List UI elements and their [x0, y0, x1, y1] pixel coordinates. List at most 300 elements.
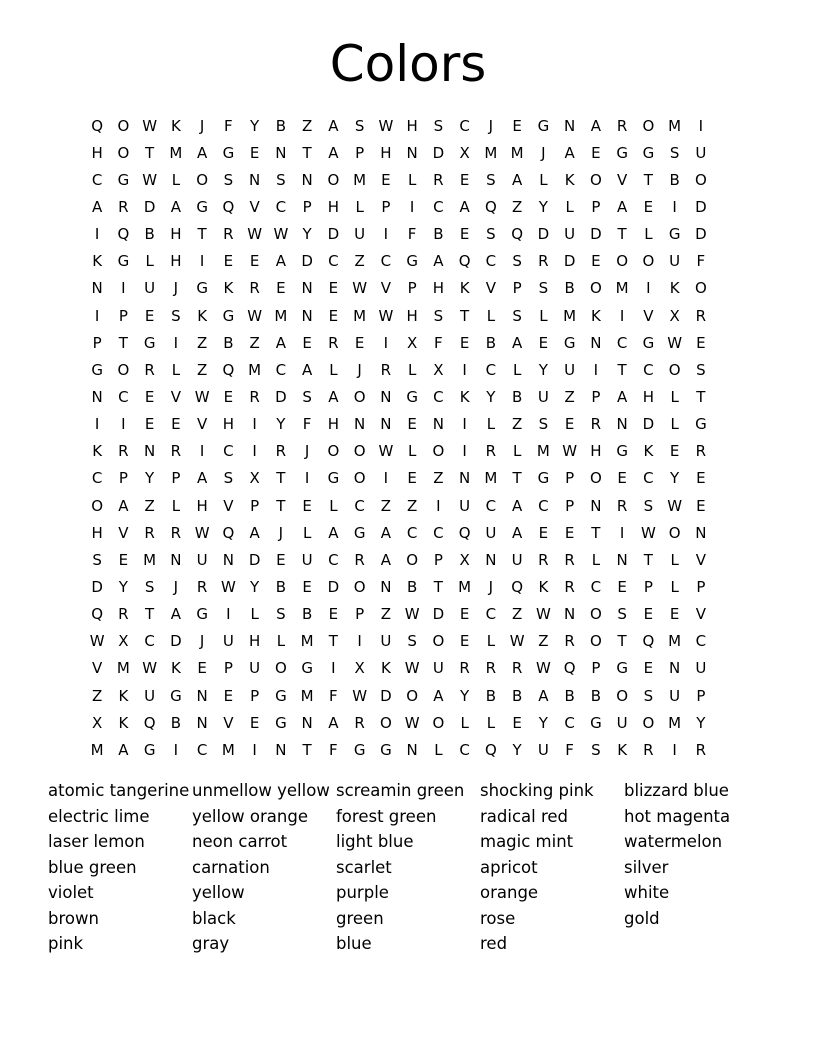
- grid-letter: W: [142, 116, 158, 135]
- grid-letter: B: [485, 686, 497, 705]
- grid-letter: G: [222, 306, 235, 325]
- grid-letter: B: [433, 225, 444, 244]
- grid-letter: L: [670, 550, 679, 569]
- grid-letter: J: [199, 632, 205, 651]
- grid-letter: A: [564, 143, 575, 162]
- grid-letter: Z: [406, 496, 418, 515]
- grid-letter: Q: [91, 605, 104, 624]
- grid-letter: T: [643, 550, 653, 569]
- grid-letter: O: [91, 496, 104, 515]
- grid-letter: Z: [538, 632, 549, 651]
- grid-letter: Y: [145, 469, 155, 488]
- grid-letter: L: [302, 523, 312, 542]
- grid-letter: O: [616, 252, 629, 271]
- grid-letter: M: [300, 632, 314, 651]
- grid-letter: A: [170, 197, 181, 216]
- grid-letter: S: [276, 605, 286, 624]
- grid-letter: E: [144, 387, 155, 406]
- grid-letter: D: [380, 686, 392, 705]
- grid-letter: G: [170, 686, 182, 705]
- grid-letter: Z: [91, 686, 103, 705]
- grid-letter: O: [589, 279, 602, 298]
- grid-letter: P: [118, 306, 128, 325]
- grid-letter: R: [249, 387, 260, 406]
- grid-letter: A: [118, 496, 129, 515]
- grid-letter: N: [590, 333, 602, 352]
- grid-letter: A: [91, 197, 103, 216]
- grid-letter: H: [91, 143, 103, 162]
- grid-letter: F: [696, 252, 706, 271]
- grid-letter: S: [643, 496, 654, 515]
- grid-letter: K: [92, 442, 103, 461]
- grid-letter: L: [486, 713, 496, 732]
- grid-letter: O: [353, 442, 366, 461]
- grid-letter: S: [92, 550, 102, 569]
- grid-letter: N: [432, 415, 444, 434]
- grid-letter: P: [565, 469, 575, 488]
- grid-letter: G: [196, 197, 208, 216]
- grid-letter: O: [694, 279, 707, 298]
- grid-letter: S: [223, 469, 234, 488]
- grid-letter: O: [274, 659, 287, 678]
- grid-letter: L: [670, 387, 679, 406]
- grid-letter: C: [275, 360, 287, 379]
- grid-letter: P: [591, 387, 601, 406]
- grid-letter: N: [564, 605, 576, 624]
- grid-letter: D: [91, 577, 103, 596]
- grid-letter: E: [564, 523, 575, 542]
- grid-letter: X: [91, 713, 103, 732]
- grid-letter: W: [142, 170, 158, 189]
- grid-letter: Q: [91, 116, 104, 135]
- grid-letter: S: [407, 632, 417, 651]
- grid-letter: C: [433, 197, 444, 216]
- grid-letter: H: [327, 415, 340, 434]
- word-list-item: magic mint: [480, 832, 574, 851]
- grid-letter: A: [249, 523, 260, 542]
- grid-letter: M: [248, 360, 262, 379]
- grid-letter: Z: [564, 387, 575, 406]
- grid-letter: V: [223, 496, 234, 515]
- grid-letter: H: [248, 632, 261, 651]
- grid-letter: A: [328, 116, 339, 135]
- grid-letter: G: [143, 333, 156, 352]
- grid-letter: X: [406, 333, 418, 352]
- grid-letter: E: [276, 279, 286, 298]
- grid-letter: R: [564, 632, 575, 651]
- grid-letter: O: [668, 360, 681, 379]
- grid-letter: E: [617, 577, 627, 596]
- grid-letter: L: [644, 225, 653, 244]
- grid-letter: G: [590, 713, 602, 732]
- grid-letter: D: [248, 550, 261, 569]
- grid-letter: B: [144, 225, 155, 244]
- grid-letter: W: [273, 225, 289, 244]
- grid-letter: N: [91, 279, 103, 298]
- grid-letter: M: [668, 713, 682, 732]
- grid-letter: P: [696, 577, 706, 596]
- grid-letter: A: [459, 197, 470, 216]
- grid-letter: P: [643, 577, 653, 596]
- grid-letter: O: [406, 550, 419, 569]
- grid-letter: S: [223, 170, 234, 189]
- grid-letter: Y: [538, 197, 548, 216]
- grid-letter: N: [301, 279, 313, 298]
- grid-letter: P: [118, 469, 128, 488]
- grid-letter: E: [538, 523, 549, 542]
- grid-letter: T: [276, 469, 286, 488]
- grid-letter: O: [353, 387, 366, 406]
- grid-letter: K: [170, 659, 181, 678]
- grid-letter: U: [380, 632, 392, 651]
- grid-letter: C: [643, 360, 654, 379]
- grid-letter: F: [407, 225, 417, 244]
- grid-letter: E: [223, 252, 234, 271]
- grid-letter: M: [510, 143, 524, 162]
- grid-letter: O: [616, 686, 629, 705]
- grid-letter: S: [538, 415, 549, 434]
- grid-letter: L: [565, 197, 574, 216]
- grid-letter: O: [589, 605, 602, 624]
- grid-letter: P: [302, 197, 312, 216]
- grid-letter: E: [144, 306, 155, 325]
- grid-letter: I: [619, 306, 625, 325]
- word-list-item: blue green: [48, 857, 137, 877]
- grid-letter: T: [512, 469, 522, 488]
- grid-letter: E: [538, 333, 549, 352]
- grid-letter: G: [143, 740, 156, 759]
- grid-letter: E: [407, 415, 417, 434]
- grid-letter: V: [695, 550, 706, 569]
- grid-letter: T: [696, 387, 706, 406]
- word-list-item: orange: [480, 883, 539, 902]
- grid-letter: Y: [250, 116, 260, 135]
- word-list-item: carnation: [192, 857, 270, 877]
- grid-letter: A: [380, 523, 391, 542]
- grid-letter: K: [617, 740, 628, 759]
- grid-letter: V: [196, 415, 208, 434]
- grid-letter: W: [247, 225, 263, 244]
- grid-letter: G: [642, 143, 655, 162]
- grid-letter: E: [328, 605, 339, 624]
- grid-letter: C: [485, 360, 497, 379]
- grid-letter: K: [459, 387, 470, 406]
- grid-letter: P: [250, 686, 260, 705]
- grid-letter: L: [539, 306, 548, 325]
- grid-letter: R: [433, 170, 444, 189]
- grid-letter: N: [380, 415, 392, 434]
- word-list-item: shocking pink: [480, 781, 594, 800]
- grid-letter: U: [301, 550, 313, 569]
- grid-letter: R: [275, 442, 287, 461]
- grid-letter: F: [329, 686, 338, 705]
- grid-letter: I: [409, 197, 415, 216]
- grid-letter: S: [433, 306, 444, 325]
- grid-letter: I: [462, 442, 467, 461]
- grid-letter: H: [380, 143, 392, 162]
- grid-letter: A: [328, 523, 339, 542]
- grid-letter: N: [301, 306, 313, 325]
- grid-letter: E: [669, 605, 680, 624]
- grid-letter: I: [94, 415, 100, 434]
- grid-letter: M: [484, 143, 498, 162]
- grid-letter: M: [563, 306, 577, 325]
- grid-letter: T: [145, 605, 155, 624]
- grid-letter: P: [565, 496, 575, 515]
- grid-letter: E: [696, 333, 706, 352]
- word-list-item: hot magenta: [624, 806, 731, 826]
- grid-letter: A: [433, 252, 444, 271]
- grid-letter: Q: [458, 252, 471, 271]
- grid-letter: N: [616, 415, 628, 434]
- grid-letter: X: [249, 469, 260, 488]
- word-list-item: rose: [480, 908, 516, 928]
- grid-letter: U: [511, 550, 523, 569]
- grid-letter: S: [643, 686, 654, 705]
- grid-letter: C: [328, 550, 339, 569]
- grid-letter: O: [117, 116, 130, 135]
- grid-letter: E: [643, 605, 654, 624]
- grid-letter: U: [669, 686, 681, 705]
- grid-letter: U: [616, 713, 628, 732]
- grid-letter: B: [170, 713, 182, 732]
- grid-letter: R: [170, 442, 182, 461]
- grid-letter: Q: [563, 659, 576, 678]
- grid-letter: G: [380, 740, 392, 759]
- grid-letter: P: [696, 686, 706, 705]
- grid-letter: N: [144, 442, 156, 461]
- word-list-item: apricot: [480, 857, 538, 877]
- grid-letter: T: [197, 225, 207, 244]
- word-list-item: yellow: [192, 883, 245, 902]
- grid-letter: G: [616, 442, 628, 461]
- grid-letter: Q: [511, 225, 524, 244]
- grid-letter: C: [485, 252, 497, 271]
- grid-letter: D: [327, 577, 340, 596]
- grid-letter: B: [275, 116, 287, 135]
- grid-letter: X: [459, 143, 470, 162]
- grid-letter: N: [380, 387, 392, 406]
- grid-letter: E: [328, 279, 339, 298]
- grid-letter: L: [539, 170, 548, 189]
- word-list-item: white: [624, 883, 670, 902]
- grid-letter: P: [171, 469, 181, 488]
- grid-letter: B: [275, 577, 287, 596]
- grid-letter: O: [327, 170, 340, 189]
- grid-letter: Y: [302, 225, 312, 244]
- grid-letter: L: [407, 170, 417, 189]
- grid-letter: Q: [484, 740, 497, 759]
- grid-letter: E: [249, 143, 260, 162]
- grid-letter: O: [117, 360, 130, 379]
- grid-letter: I: [199, 442, 205, 461]
- grid-letter: I: [672, 197, 677, 216]
- grid-letter: P: [250, 496, 260, 515]
- grid-letter: E: [407, 469, 417, 488]
- grid-letter: A: [328, 143, 339, 162]
- grid-letter: E: [354, 333, 365, 352]
- grid-letter: L: [407, 360, 417, 379]
- grid-letter: A: [301, 360, 313, 379]
- grid-letter: T: [617, 632, 627, 651]
- grid-letter: L: [512, 442, 522, 461]
- grid-letter: E: [696, 469, 706, 488]
- grid-letter: T: [328, 632, 338, 651]
- grid-letter: I: [383, 333, 389, 352]
- grid-letter: L: [670, 415, 679, 434]
- grid-letter: G: [301, 659, 313, 678]
- grid-letter: N: [275, 740, 287, 759]
- grid-letter: R: [459, 659, 470, 678]
- grid-letter: A: [511, 523, 523, 542]
- grid-letter: Z: [196, 333, 208, 352]
- grid-letter: G: [117, 170, 130, 189]
- grid-letter: O: [406, 686, 419, 705]
- grid-letter: Z: [433, 469, 444, 488]
- grid-letter: I: [436, 496, 441, 515]
- grid-letter: C: [328, 252, 339, 271]
- letter-grid: [84, 112, 714, 763]
- grid-letter: C: [354, 496, 365, 515]
- grid-letter: C: [144, 632, 155, 651]
- grid-letter: V: [170, 387, 181, 406]
- grid-letter: R: [538, 550, 549, 569]
- grid-letter: J: [173, 279, 179, 298]
- grid-letter: E: [696, 496, 706, 515]
- grid-letter: O: [589, 170, 602, 189]
- grid-letter: W: [404, 659, 420, 678]
- grid-letter: F: [302, 415, 312, 434]
- grid-letter: W: [220, 577, 236, 596]
- grid-letter: Z: [511, 415, 523, 434]
- grid-letter: U: [354, 225, 366, 244]
- grid-letter: S: [512, 306, 522, 325]
- grid-letter: E: [328, 306, 339, 325]
- grid-letter: O: [379, 713, 392, 732]
- grid-letter: H: [327, 197, 340, 216]
- grid-letter: W: [535, 605, 551, 624]
- grid-letter: J: [488, 577, 494, 596]
- grid-letter: U: [564, 360, 576, 379]
- grid-letter: J: [278, 523, 284, 542]
- grid-letter: O: [196, 170, 209, 189]
- grid-letter: E: [643, 659, 654, 678]
- grid-letter: D: [695, 197, 707, 216]
- grid-letter: P: [512, 279, 522, 298]
- grid-letter: I: [383, 469, 389, 488]
- grid-letter: G: [406, 387, 418, 406]
- grid-letter: Z: [380, 605, 392, 624]
- grid-letter: Z: [511, 197, 523, 216]
- word-list-item: electric lime: [48, 806, 150, 826]
- grid-letter: C: [91, 170, 103, 189]
- grid-letter: D: [301, 252, 313, 271]
- grid-letter: Z: [511, 605, 523, 624]
- grid-letter: D: [563, 252, 576, 271]
- grid-letter: Y: [250, 577, 260, 596]
- grid-letter: E: [591, 143, 601, 162]
- grid-letter: S: [617, 605, 627, 624]
- grid-letter: M: [536, 442, 550, 461]
- grid-letter: B: [301, 605, 313, 624]
- grid-letter: I: [252, 415, 257, 434]
- grid-letter: N: [301, 170, 313, 189]
- grid-letter: E: [223, 387, 234, 406]
- grid-letter: I: [173, 333, 179, 352]
- grid-letter: M: [143, 550, 157, 569]
- grid-letter: M: [116, 659, 130, 678]
- grid-letter: N: [222, 550, 234, 569]
- grid-letter: O: [668, 523, 681, 542]
- grid-letter: S: [486, 225, 496, 244]
- grid-letter: L: [670, 577, 679, 596]
- grid-letter: L: [329, 360, 338, 379]
- grid-letter: N: [380, 577, 392, 596]
- grid-letter: L: [486, 415, 496, 434]
- grid-letter: A: [170, 605, 181, 624]
- grid-letter: I: [462, 415, 467, 434]
- grid-letter: V: [695, 605, 706, 624]
- grid-letter: B: [564, 686, 575, 705]
- grid-letter: X: [459, 550, 470, 569]
- grid-letter: S: [302, 387, 312, 406]
- grid-letter: E: [459, 225, 470, 244]
- grid-letter: U: [485, 523, 497, 542]
- grid-letter: R: [643, 740, 654, 759]
- grid-letter: E: [249, 252, 260, 271]
- grid-letter: R: [695, 306, 707, 325]
- word-list-item: brown: [48, 908, 99, 928]
- grid-letter: U: [537, 740, 549, 759]
- grid-letter: E: [591, 252, 601, 271]
- grid-letter: R: [616, 116, 628, 135]
- grid-letter: Q: [511, 577, 524, 596]
- word-list-item: neon carrot: [192, 832, 288, 851]
- grid-letter: R: [590, 415, 602, 434]
- grid-letter: T: [276, 496, 286, 515]
- grid-letter: Z: [301, 116, 313, 135]
- grid-letter: I: [619, 523, 625, 542]
- grid-letter: K: [118, 713, 129, 732]
- grid-letter: M: [353, 306, 367, 325]
- grid-letter: P: [223, 659, 233, 678]
- grid-letter: B: [406, 577, 418, 596]
- word-list-item: red: [480, 934, 508, 953]
- word-list-item: blue: [336, 934, 372, 953]
- grid-letter: C: [380, 252, 392, 271]
- grid-letter: H: [170, 252, 182, 271]
- grid-letter: O: [327, 442, 340, 461]
- grid-letter: C: [433, 523, 444, 542]
- grid-letter: W: [404, 713, 420, 732]
- grid-letter: A: [433, 686, 444, 705]
- grid-letter: I: [646, 279, 651, 298]
- grid-letter: P: [355, 143, 365, 162]
- grid-letter: N: [485, 550, 497, 569]
- grid-letter: T: [118, 333, 128, 352]
- grid-letter: C: [406, 523, 418, 542]
- grid-letter: M: [221, 740, 235, 759]
- grid-letter: F: [565, 740, 574, 759]
- grid-letter: G: [616, 659, 628, 678]
- grid-letter: S: [276, 170, 286, 189]
- grid-letter: H: [170, 225, 182, 244]
- grid-letter: G: [616, 143, 628, 162]
- grid-letter: U: [222, 632, 234, 651]
- grid-letter: D: [642, 415, 655, 434]
- grid-letter: F: [224, 116, 233, 135]
- word-list-item: gold: [624, 908, 660, 928]
